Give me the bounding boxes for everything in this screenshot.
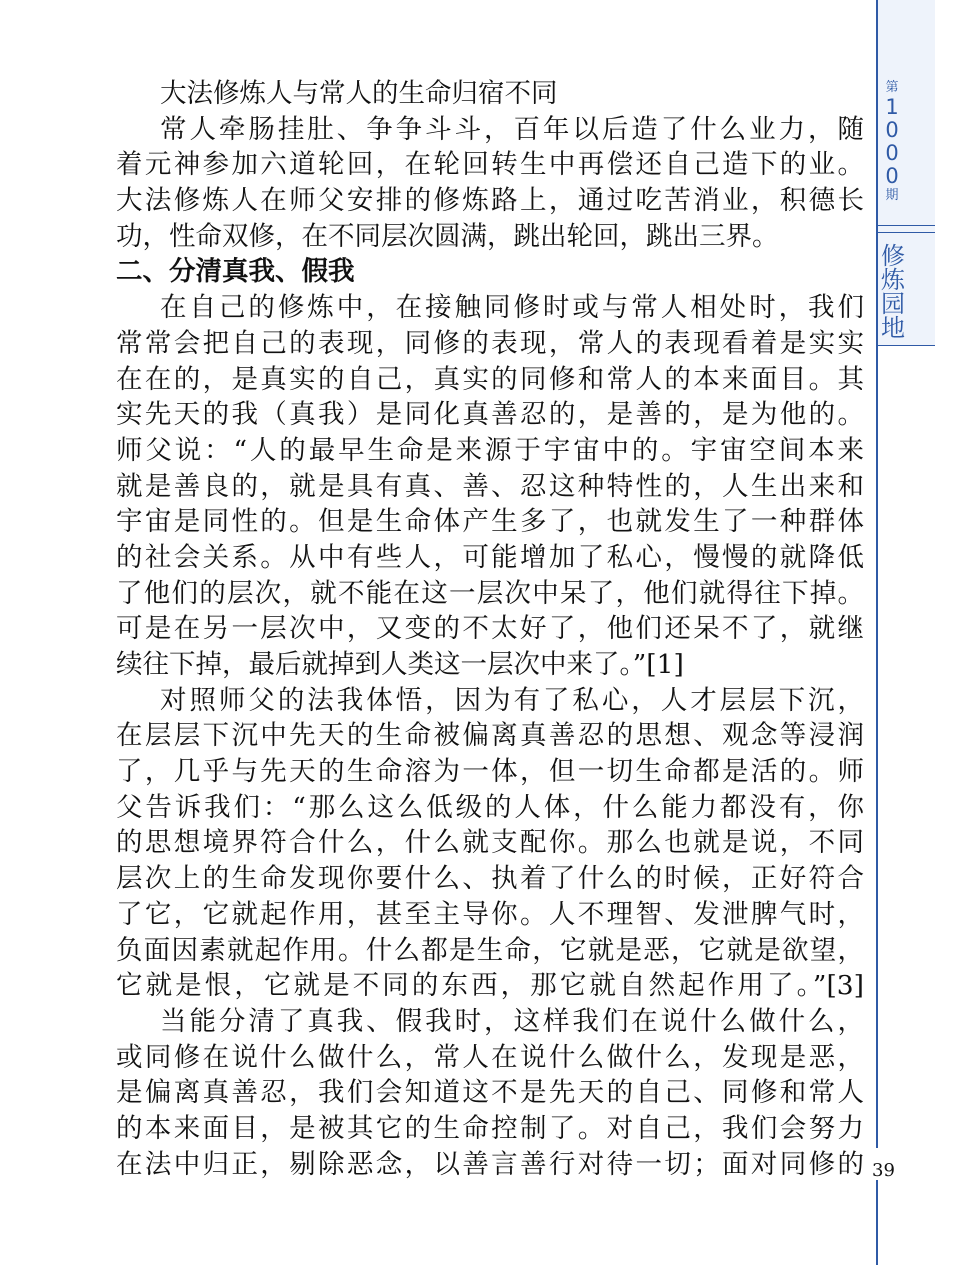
section-char: 园 [881,290,905,318]
issue-digit: 1 [885,95,899,119]
text-line: 大法修炼人在师父安排的修炼路上，通过吃苦消业，积德长 [116,185,864,217]
text-line: 的本来面目，是被其它的生命控制了。对自己，我们会努力 [116,1112,864,1144]
text-line: 宇宙是同性的。但是生命体产生多了，也就发生了一种群体 [116,506,864,538]
issue-suffix: 期 [885,188,899,203]
section-char: 地 [881,314,905,342]
section-name [880,244,906,340]
text-line: 在层层下沉中先天的生命被偏离真善忍的思想、观念等浸润 [116,720,864,752]
section-char: 修 [881,242,905,270]
section-char: 炼 [881,266,905,294]
article-body [116,76,864,1182]
text-line: 功，性命双修，在不同层次圆满，跳出轮回，跳出三界。 [116,220,779,252]
issue-digit: 0 [885,141,899,165]
sidebar-border-lower [876,1180,878,1265]
text-line: 在自己的修炼中，在接触同修时或与常人相处时，我们 [160,292,864,324]
text-line: 层次上的生命发现你要什么、执着了什么的时候，正好符合 [116,863,864,895]
sidebar-divider [878,232,935,233]
text-line: 了他们的层次，就不能在这一层次中呆了，他们就得往下掉。 [116,577,864,609]
issue-digit: 0 [885,164,899,188]
text-line: 就是善良的，就是具有真、善、忍这种特性的，人生出来和 [116,470,864,502]
text-line: 的思想境界符合什么，什么就支配你。那么也就是说，不同 [116,827,864,859]
text-line: 负面因素就起作用。什么都是生命，它就是恶，它就是欲望， [116,934,864,966]
issue-number [882,80,902,204]
text-line: 师父说：“人的最早生命是来源于宇宙中的。宇宙空间本来 [116,434,864,466]
text-line: 了它，它就起作用，甚至主导你。人不理智、发泄脾气时， [116,898,864,930]
text-line: 父告诉我们：“那么这么低级的人体，什么能力都没有，你 [116,791,864,823]
text-line: 了，几乎与先天的生命溶为一体，但一切生命都是活的。师 [116,756,864,788]
text-line: 在法中归正，剔除恶念，以善言善行对待一切；面对同修的 [116,1148,864,1180]
text-line: 大法修炼人与常人的生命归宿不同 [160,78,558,109]
text-line: 常人牵肠挂肚、争争斗斗，百年以后造了什么业力，随 [160,113,864,145]
text-line: 是偏离真善忍，我们会知道这不是先天的自己、同修和常人 [116,1077,864,1109]
sidebar-divider [878,345,935,346]
text-line: 在在的，是真实的自己，真实的同修和常人的本来面目。其 [116,363,864,395]
text-line: 对照师父的法我体悟，因为有了私心，人才层层下沉， [160,684,864,716]
issue-digit: 0 [885,118,899,142]
text-line: 着元神参加六道轮回，在轮回转生中再偿还自己造下的业。 [116,149,864,181]
text-line: 实先天的我（真我）是同化真善忍的，是善的，是为他的。 [116,399,864,431]
text-line: 的社会关系。从中有些人，可能增加了私心，慢慢的就降低 [116,541,864,573]
text-line: 或同修在说什么做什么，常人在说什么做什么，发现是恶， [116,1041,864,1073]
section-heading: 二、分清真我、假我 [116,256,355,288]
sidebar-border-upper [876,0,878,1148]
sidebar-divider [878,225,935,226]
text-line: 常常会把自己的表现，同修的表现，常人的表现看着是实实 [116,327,864,359]
text-line: 它就是恨，它就是不同的东西，那它就自然起作用了。”[3] [116,970,864,1002]
text-line: 续往下掉，最后就掉到人类这一层次中来了。”[1] [116,649,684,680]
text-line: 当能分清了真我、假我时，这样我们在说什么做什么， [160,1005,864,1037]
page-number: 39 [872,1160,895,1181]
issue-prefix: 第 [885,80,899,95]
text-line: 可是在另一层次中，又变的不太好了，他们还呆不了，就继 [116,613,864,645]
